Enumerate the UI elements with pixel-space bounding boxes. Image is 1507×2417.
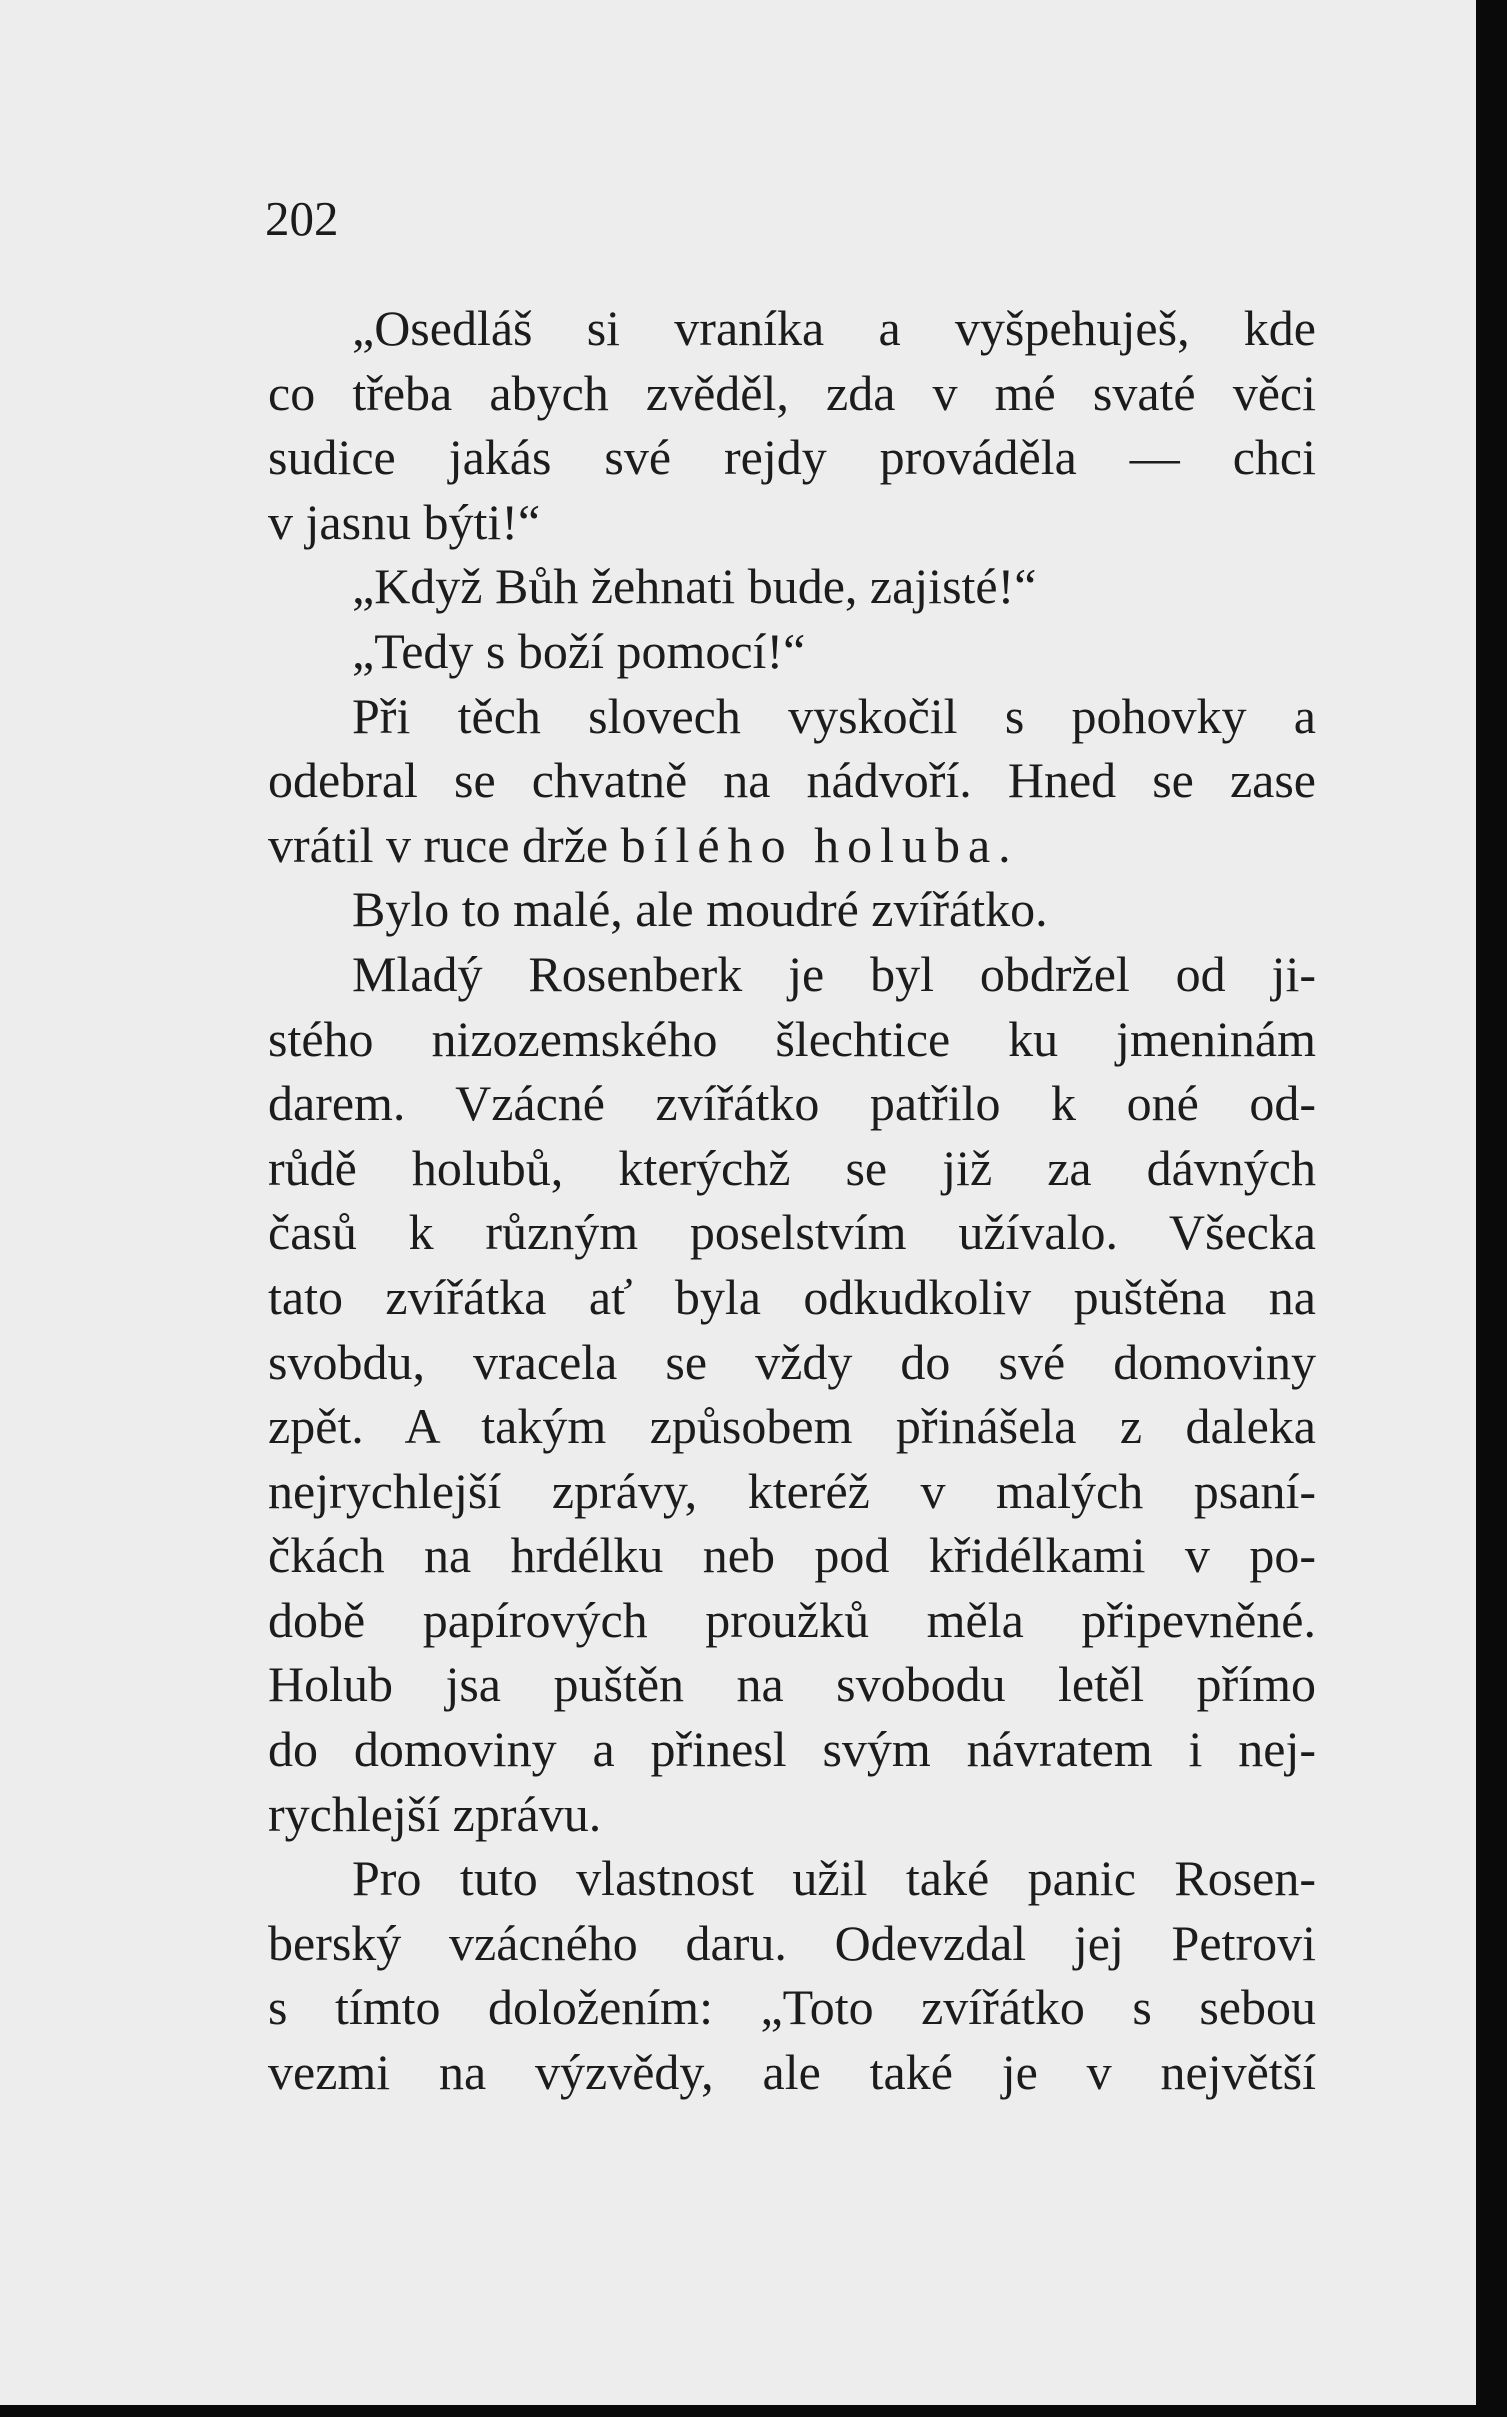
text-line	[268, 554, 1316, 619]
text-line	[268, 425, 1316, 490]
text-line	[268, 2040, 1316, 2105]
text-line	[268, 1652, 1316, 1717]
page-number: 202	[265, 191, 339, 246]
line-text: Holub jsa puštěn na svobodu letěl přímo	[268, 1656, 1316, 1713]
line-text: s tímto doložením: „Toto zvířátko s sebou	[268, 1979, 1316, 2036]
line-text: časů k různým poselstvím užívalo. Všecka	[268, 1204, 1316, 1261]
text-line	[268, 490, 1316, 555]
line-text: čkách na hrdélku neb pod křidélkami v po-	[268, 1527, 1316, 1584]
text-line	[268, 1846, 1316, 1911]
text-line	[268, 1717, 1316, 1782]
line-text: „Tedy s boží pomocí!“	[352, 622, 806, 679]
line-text: darem. Vzácné zvířátko patřilo k oné od-	[268, 1075, 1316, 1132]
line-text: zpět. A takým způsobem přinášela z daleka	[268, 1398, 1316, 1455]
text-line	[268, 296, 1316, 361]
line-text: odebral se chvatně na nádvoří. Hned se zase	[268, 752, 1316, 809]
line-text: berský vzácného daru. Odevzdal jej Petrovi	[268, 1914, 1316, 1971]
line-end-text: .	[998, 816, 1011, 873]
text-line	[268, 1782, 1316, 1847]
text-line	[268, 1136, 1316, 1201]
line-text: růdě holubů, kterýchž se již za dávných	[268, 1139, 1316, 1196]
text-line	[268, 813, 1316, 878]
line-text: nejrychlejší zprávy, kteréž v malých psaní-	[268, 1462, 1316, 1519]
line-text: v jasnu býti!“	[268, 493, 541, 550]
text-line	[268, 942, 1316, 1007]
line-text: co třeba abych zvěděl, zda v mé svaté věci	[268, 364, 1316, 421]
text-line	[268, 684, 1316, 749]
line-text: svobdu, vracela se vždy do své domoviny	[268, 1333, 1316, 1390]
line-text: době papírových proužků měla připevněné.	[268, 1591, 1316, 1648]
text-line	[268, 1523, 1316, 1588]
line-text: tato zvířátka ať byla odkudkoliv puštěna na	[268, 1268, 1316, 1325]
text-line	[268, 748, 1316, 813]
line-text: rychlejší zprávu.	[268, 1785, 602, 1842]
line-text: „Když Bůh žehnati bude, zajisté!“	[352, 558, 1037, 615]
text-line	[268, 619, 1316, 684]
text-line	[268, 1265, 1316, 1330]
line-text: Při těch slovech vyskočil s pohovky a	[352, 687, 1316, 744]
text-line	[268, 1588, 1316, 1653]
text-line	[268, 1975, 1316, 2040]
body-text	[268, 296, 1316, 2105]
text-line	[268, 1200, 1316, 1265]
text-line	[268, 1330, 1316, 1395]
text-line	[268, 877, 1316, 942]
spaced-emphasis-text: bílého holuba	[620, 816, 999, 873]
text-line	[268, 1071, 1316, 1136]
line-text: Bylo to malé, ale moudré zvířátko.	[352, 881, 1048, 938]
line-text: Pro tuto vlastnost užil také panic Rosen-	[352, 1850, 1316, 1907]
line-text: vezmi na výzvědy, ale také je v největší	[268, 2044, 1316, 2101]
text-line	[268, 1459, 1316, 1524]
text-line	[268, 1394, 1316, 1459]
line-text: do domoviny a přinesl svým návratem i nej-	[268, 1721, 1316, 1778]
line-text: vrátil v ruce drže	[268, 816, 621, 873]
line-text: stého nizozemského šlechtice ku jmeninám	[268, 1010, 1316, 1067]
text-line	[268, 1007, 1316, 1072]
text-line	[268, 361, 1316, 426]
line-text: „Osedláš si vraníka a vyšpehuješ, kde	[352, 300, 1316, 356]
line-text: sudice jakás své rejdy prováděla — chci	[268, 429, 1316, 486]
text-line	[268, 1911, 1316, 1976]
line-text: Mladý Rosenberk je byl obdržel od ji-	[352, 945, 1316, 1002]
